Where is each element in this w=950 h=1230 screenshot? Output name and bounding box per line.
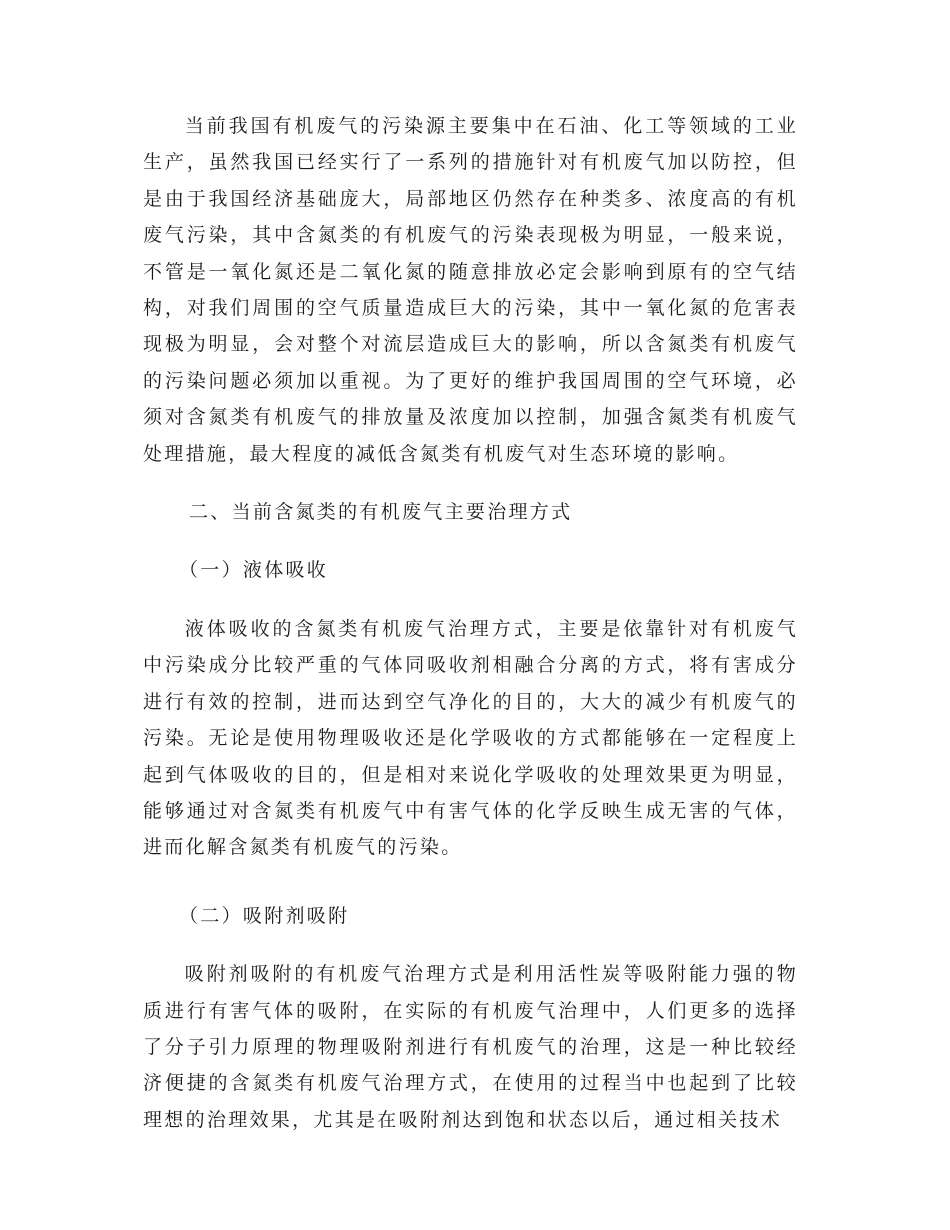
subsection-heading-liquid-absorption: （一）液体吸收 [179, 559, 329, 582]
spacer [143, 589, 798, 611]
paragraph-liquid-absorption: 液体吸收的含氮类有机废气治理方式，主要是依靠针对有机废气中污染成分比较严重的气体同吸收剂相融合分离的方式，将有害成分进行有效的控制，进而达到空气净化的目的，大大的减少有机废气的污染。无论是使用物理吸收还是化学吸收的方式都能够在一定程度上起到气体吸收的目的，但是相对来说化学吸收的处理效果更为明显，能够通过对含氮类有机废气中有害气体的化学反映生成无害的气体，进而化解含氮类有机废气的污染。 [143, 617, 798, 859]
spacer [143, 934, 798, 956]
paragraph-adsorbent-adsorption: 吸附剂吸附的有机废气治理方式是利用活性炭等吸附能力强的物质进行有害气体的吸附，在实际的有机废气治理中，人们更多的选择了分子引力原理的物理吸附剂进行有机废气的治理，这是一种比较经济便捷的含氮类有机废气治理方式，在使用的过程当中也起到了比较理想的治理效果，尤其是在吸附剂达到饱和状态以后，通过相关技术 [143, 963, 798, 1131]
spacer [143, 866, 798, 898]
document-page [143, 108, 798, 1138]
paragraph-organic-waste-gas-sources: 当前我国有机废气的污染源主要集中在石油、化工等领域的工业生产，虽然我国已经实行了一系列的措施针对有机废气加以防控，但是由于我国经济基础庞大，局部地区仍然存在种类多、浓度高的有机废气污染，其中含氮类的有机废气的污染表现极为明显，一般来说，不管是一氧化氮还是二氧化氮的随意排放必定会影响到原有的空气结构，对我们周围的空气质量造成巨大的污染，其中一氧化氮的危害表现极为明显，会对整个对流层造成巨大的影响，所以含氮类有机废气的污染问题必须加以重视。为了更好的维护我国周围的空气环境，必须对含氮类有机废气的排放量及浓度加以控制，加强含氮类有机废气处理措施，最大程度的减低含氮类有机废气对生态环境的影响。 [143, 115, 798, 465]
subsection-heading-adsorbent-adsorption: （二）吸附剂吸附 [179, 904, 350, 927]
spacer [143, 472, 798, 494]
spacer [143, 530, 798, 552]
section-heading-treatment-methods: 二、当前含氮类的有机废气主要治理方式 [189, 501, 573, 524]
